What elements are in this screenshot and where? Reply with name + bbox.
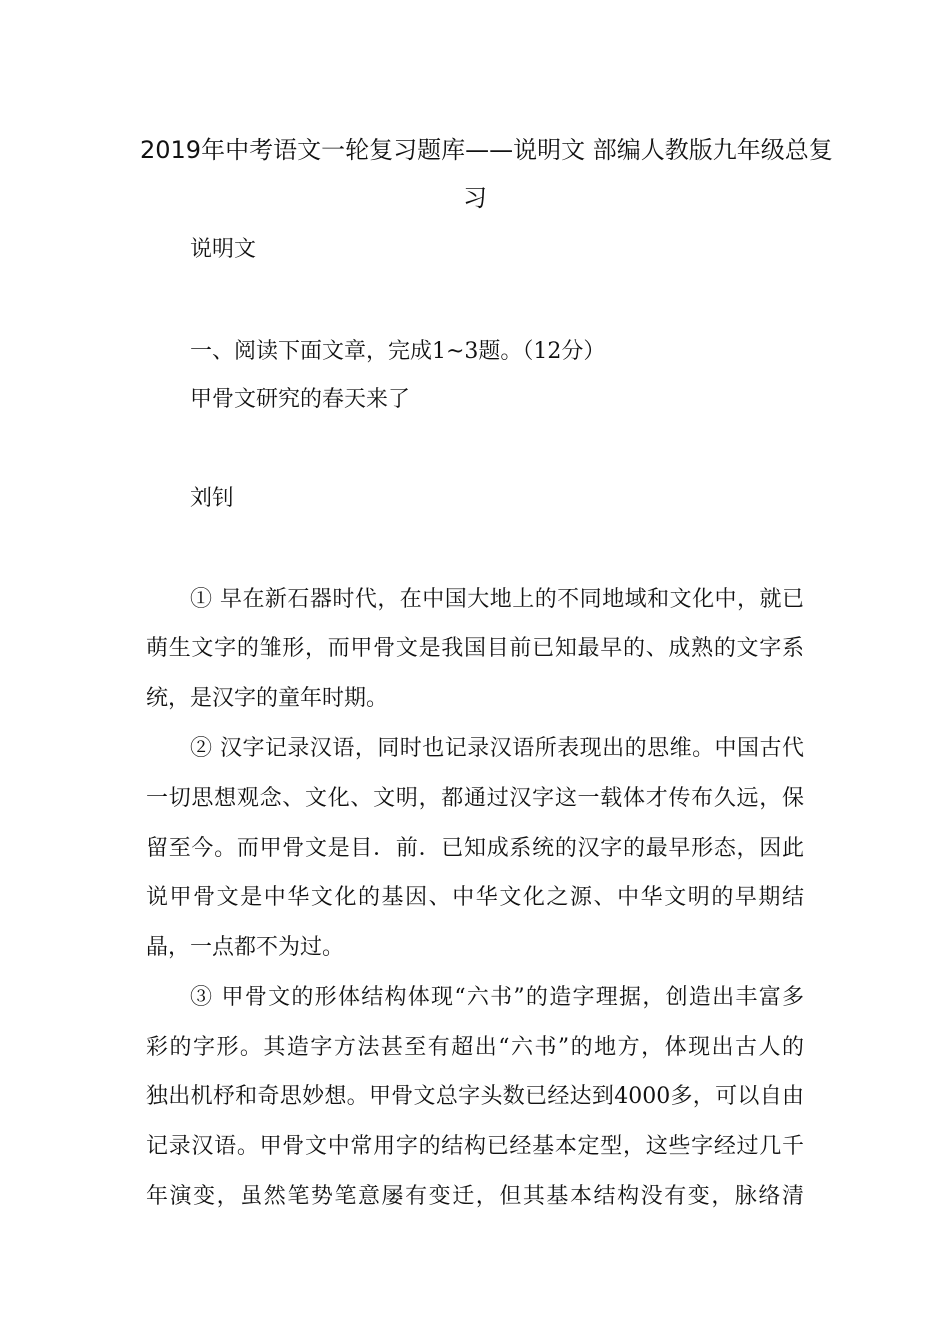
article-title: 甲骨文研究的春天来了 (190, 387, 411, 412)
question-instruction: 一、阅读下面文章，完成1~3题。（12分） (190, 339, 606, 364)
article-author: 刘钊 (190, 486, 235, 511)
paragraph-3-line-4: 记录汉语。甲骨文中常用字的结构已经基本定型，这些字经过几千 (146, 1134, 804, 1159)
document-title-line-2: 习 (463, 184, 487, 212)
paragraph-3-line-5: 年演变，虽然笔势笔意屡有变迁，但其基本结构没有变，脉络清 (146, 1184, 804, 1209)
paragraph-3-line-3: 独出机杼和奇思妙想。甲骨文总字头数已经达到4000多，可以自由 (146, 1084, 804, 1109)
paragraph-2-line-5: 晶，一点都不为过。 (146, 935, 345, 960)
paragraph-3-line-1: ③ 甲骨文的形体结构体现“六书”的造字理据，创造出丰富多 (190, 985, 804, 1010)
paragraph-2-line-3: 留至今。而甲骨文是目．前．已知成系统的汉字的最早形态，因此 (146, 836, 804, 861)
section-label: 说明文 (190, 237, 257, 262)
paragraph-1-line-1: ① 早在新石器时代，在中国大地上的不同地域和文化中，就已 (190, 587, 804, 612)
paragraph-3-line-2: 彩的字形。其造字方法甚至有超出“六书”的地方，体现出古人的 (146, 1035, 804, 1060)
paragraph-2-line-1: ② 汉字记录汉语，同时也记录汉语所表现出的思维。中国古代 (190, 736, 804, 761)
paragraph-1-line-2: 萌生文字的雏形，而甲骨文是我国目前已知最早的、成熟的文字系 (146, 636, 804, 661)
paragraph-2-line-4: 说甲骨文是中华文化的基因、中华文化之源、中华文明的早期结 (146, 885, 804, 910)
paragraph-1-line-3: 统，是汉字的童年时期。 (146, 686, 389, 711)
paragraph-2-line-2: 一切思想观念、文化、文明，都通过汉字这一载体才传布久远，保 (146, 786, 804, 811)
document-title-line-1: 2019年中考语文一轮复习题库——说明文 部编人教版九年级总复 (140, 136, 833, 164)
